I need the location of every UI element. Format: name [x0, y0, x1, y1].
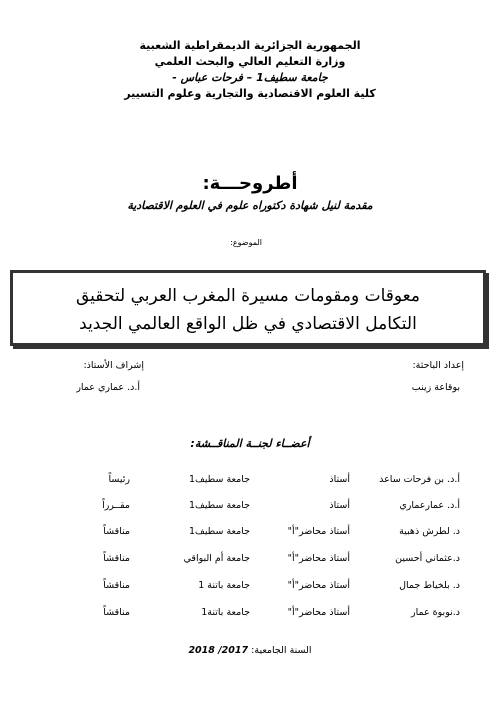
header-faculty: كلية العلوم الاقتصادية والتجارية وعلوم التسيير: [124, 87, 376, 100]
member-institution: جامعة سطيف1: [188, 500, 250, 511]
supervisor-name: أ.د. عماري عمار: [76, 382, 140, 393]
committee-row: [0, 500, 500, 518]
member-role: مناقشاً: [103, 580, 130, 591]
academic-year-label: السنة الجامعية:: [251, 645, 312, 656]
member-rank: أستاذ محاضر"أ": [287, 526, 350, 537]
subject-line-2: التكامل الاقتصادي في ظل الواقع العالمي الجديد: [79, 314, 417, 334]
member-institution: جامعة باتنة1: [201, 607, 250, 618]
academic-year: [0, 645, 500, 656]
prepared-by-name: بوقاعة زينب: [411, 382, 460, 393]
member-name: د.نوبوة عمار: [411, 607, 460, 618]
committee-title: أعضــاء لجنــة المناقــشة:: [190, 437, 310, 450]
institution-header: [0, 38, 500, 102]
prepared-by-label: إعداد الباحثة:: [412, 360, 464, 371]
academic-year-value: 2017/ 2018: [188, 645, 249, 656]
member-role: مناقشاً: [103, 553, 130, 564]
member-name: أ.د. بن فرحات ساعد: [379, 474, 460, 485]
committee-row: [0, 553, 500, 571]
thesis-subtitle: مقدمة لنيل شهادة دكتوراه علوم في العلوم الاقتصادية: [127, 199, 373, 212]
subject-label: الموضوع:: [230, 238, 262, 247]
header-ministry: وزارة التعليم العالي والبحث العلمي: [154, 55, 346, 68]
member-name: د. بلخياط جمال: [399, 580, 460, 591]
committee-row: [0, 474, 500, 492]
committee-row: [0, 607, 500, 625]
member-role: رئيساً: [108, 474, 130, 485]
header-republic: الجمهورية الجزائرية الديمقراطية الشعبية: [139, 39, 361, 52]
supervisor-label: إشراف الأستاذ:: [83, 360, 144, 371]
subject-box: [10, 270, 486, 346]
member-rank: أستاذ محاضر"أ": [287, 607, 350, 618]
member-institution: جامعة سطيف1: [188, 526, 250, 537]
member-role: مقــرراً: [102, 500, 130, 511]
committee-row: [0, 580, 500, 598]
member-role: مناقشاً: [103, 526, 130, 537]
member-name: أ.د. عمارعماري: [399, 500, 460, 511]
committee-row: [0, 526, 500, 544]
thesis-title: أطروحـــة:: [202, 173, 298, 194]
member-role: مناقشاً: [103, 607, 130, 618]
member-institution: جامعة أم البواقي: [183, 553, 250, 564]
member-rank: أستاذ محاضر"أ": [287, 580, 350, 591]
member-name: د. لطرش ذهبية: [399, 526, 460, 537]
header-university: جامعة سطيف1 – فرحات عباس -: [172, 71, 328, 84]
member-rank: أستاذ: [329, 474, 350, 485]
member-institution: جامعة سطيف1: [188, 474, 250, 485]
member-institution: جامعة باتنة 1: [198, 580, 250, 591]
member-name: د.عثماني أحسين: [395, 553, 460, 564]
member-rank: أستاذ: [329, 500, 350, 511]
member-rank: أستاذ محاضر"أ": [287, 553, 350, 564]
subject-line-1: معوقات ومقومات مسيرة المغرب العربي لتحقيق: [76, 286, 420, 306]
